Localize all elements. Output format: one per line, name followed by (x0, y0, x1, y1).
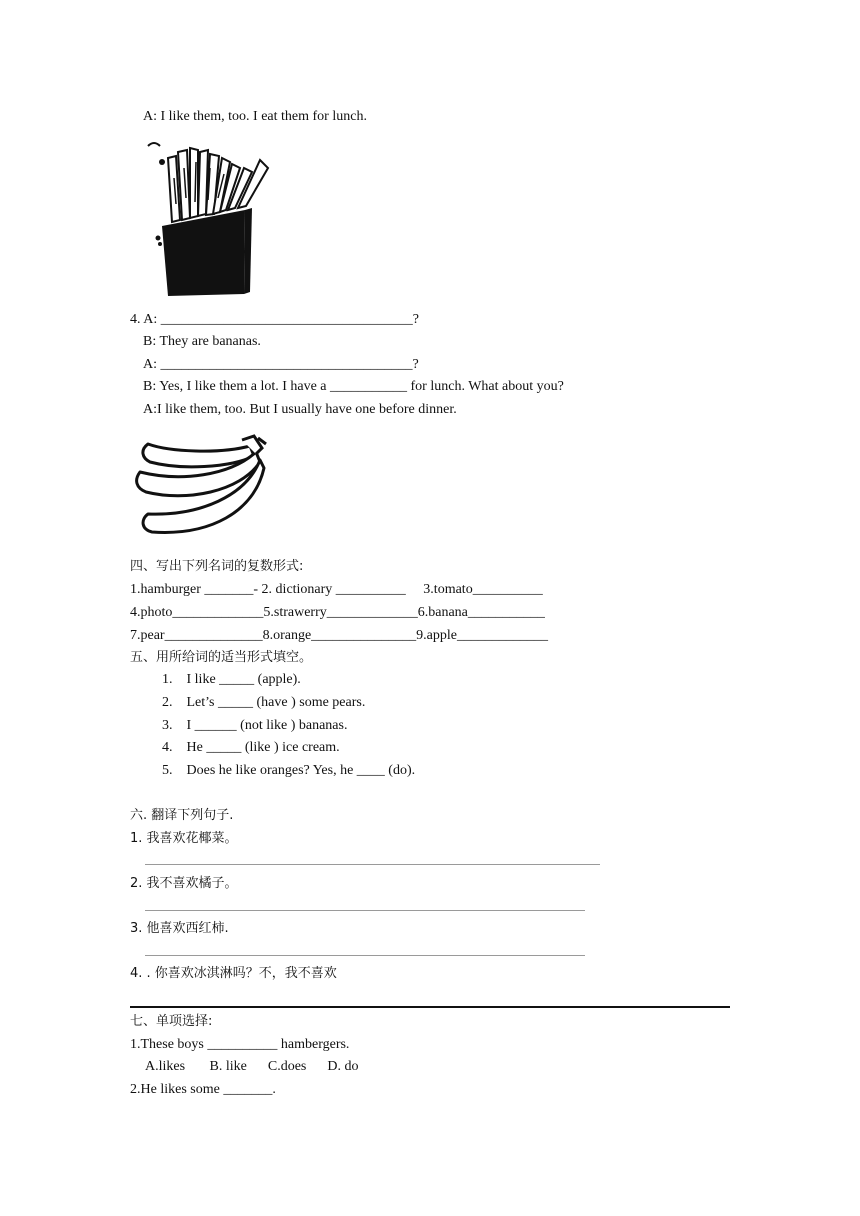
section7-question-1-options: A.likes B. like C.does D. do (145, 1059, 359, 1074)
section6-item-4: 4. . 你喜欢冰淇淋吗？不，我不喜欢 (130, 966, 337, 981)
section4-title: 四、写出下列名词的复数形式: (130, 559, 304, 574)
section5-item-1: 1. I like _____ (apple). (162, 672, 301, 687)
dialog4-answer3: A:I like them, too. But I usually have one before dinner. (143, 402, 457, 417)
bananas-image (130, 432, 270, 544)
dialog3-answer: A: I like them, too. I eat them for lunch. (143, 109, 367, 124)
section6-item-2: 2. 我不喜欢橘子。 (130, 876, 238, 891)
section7-question-1: 1.These boys __________ hambergers. (130, 1037, 350, 1052)
section5-item-5: 5. Does he like oranges? Yes, he ____ (do). (162, 763, 416, 778)
section4-row1: 1.hamburger _______- 2. dictionary __________ 3.tomato__________ (130, 582, 543, 597)
section4-row2: 4.photo_____________5.strawerry_____________6.banana___________ (130, 605, 545, 620)
dialog4-question2: A: ____________________________________? (143, 357, 419, 372)
answer-line-3 (145, 955, 585, 956)
section-divider (130, 1006, 730, 1008)
dialog4-answer2: B: Yes, I like them a lot. I have a ___________ for lunch. What about you? (143, 379, 564, 394)
section4-row3: 7.pear______________8.orange_______________9.apple_____________ (130, 628, 548, 643)
section5-item-2: 2. Let’s _____ (have ) some pears. (162, 695, 366, 710)
section6-item-1: 1. 我喜欢花椰菜。 (130, 831, 238, 846)
answer-line-1 (145, 864, 600, 865)
section5-title: 五、用所给词的适当形式填空。 (130, 650, 313, 665)
french-fries-image (140, 138, 275, 300)
section6-title: 六. 翻译下列句子. (130, 808, 234, 823)
section6-item-3: 3. 他喜欢西红柿. (130, 921, 229, 936)
section5-item-4: 4. He _____ (like ) ice cream. (162, 740, 340, 755)
dialog4-answer1: B: They are bananas. (143, 334, 261, 349)
section5-item-3: 3. I ______ (not like ) bananas. (162, 718, 348, 733)
section7-question-2: 2.He likes some _______. (130, 1082, 276, 1097)
dialog4-question1: 4. A: ____________________________________? (130, 312, 419, 327)
answer-line-2 (145, 910, 585, 911)
section7-title: 七、单项选择: (130, 1014, 213, 1029)
